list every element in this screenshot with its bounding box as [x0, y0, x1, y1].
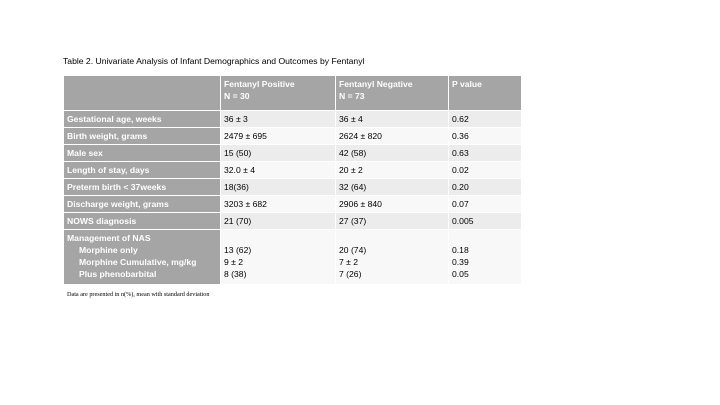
cell-p-value: 0.36 — [449, 128, 522, 145]
cell-negative: 2624 ± 820 — [336, 128, 449, 145]
table-row-group-nas — [64, 230, 522, 285]
table-header-row — [64, 76, 522, 111]
group-label-cell — [64, 230, 221, 285]
group-spacer — [452, 232, 521, 244]
cell-p-value: 0.63 — [449, 145, 522, 162]
header-fentanyl-positive-title: Fentanyl Positive — [224, 79, 295, 89]
group-negative-cell — [336, 230, 449, 285]
cell-negative: 42 (58) — [336, 145, 449, 162]
cell-p-value: 0.07 — [449, 196, 522, 213]
table-row — [64, 179, 522, 196]
cell-p-value: 0.20 — [449, 179, 522, 196]
table-caption: Table 2. Univariate Analysis of Infant Demographics and Outcomes by Fentanyl — [63, 56, 365, 66]
group-p-value-cell — [449, 230, 522, 285]
cell-negative: 2906 ± 840 — [336, 196, 449, 213]
cell-p-value: 0.05 — [452, 269, 469, 279]
group-title: Management of NAS — [67, 233, 151, 243]
group-item-label: Plus phenobarbital — [79, 269, 157, 279]
header-fentanyl-positive-n: N = 30 — [224, 91, 250, 101]
header-fentanyl-negative-n: N = 73 — [339, 91, 365, 101]
header-fentanyl-positive — [221, 76, 336, 111]
cell-p-value: 0.39 — [452, 257, 469, 267]
header-fentanyl-negative-title: Fentanyl Negative — [339, 79, 413, 89]
group-item-label: Morphine only — [79, 245, 138, 255]
cell-positive: 15 (50) — [221, 145, 336, 162]
cell-negative: 36 ± 4 — [336, 111, 449, 128]
cell-positive: 3203 ± 682 — [221, 196, 336, 213]
group-positive-cell — [221, 230, 336, 285]
group-spacer — [224, 232, 335, 244]
header-fentanyl-negative — [336, 76, 449, 111]
table-row — [64, 128, 522, 145]
header-corner-cell — [64, 76, 221, 111]
row-label: Preterm birth < 37weeks — [64, 179, 221, 196]
cell-positive: 13 (62) — [224, 245, 252, 255]
cell-negative: 7 ± 2 — [339, 257, 359, 267]
cell-negative: 32 (64) — [336, 179, 449, 196]
results-table — [63, 75, 522, 285]
row-label: Discharge weight, grams — [64, 196, 221, 213]
table-row — [64, 213, 522, 230]
cell-negative: 7 (26) — [339, 269, 362, 279]
row-label: Gestational age, weeks — [64, 111, 221, 128]
row-label: NOWS diagnosis — [64, 213, 221, 230]
row-label: Male sex — [64, 145, 221, 162]
cell-negative: 20 ± 2 — [336, 162, 449, 179]
cell-positive: 18(36) — [221, 179, 336, 196]
cell-p-value: 0.005 — [449, 213, 522, 230]
row-label: Birth weight, grams — [64, 128, 221, 145]
cell-negative: 20 (74) — [339, 245, 367, 255]
table-row — [64, 196, 522, 213]
table-row — [64, 111, 522, 128]
row-label: Length of stay, days — [64, 162, 221, 179]
cell-positive: 2479 ± 695 — [221, 128, 336, 145]
group-item-label: Morphine Cumulative, mg/kg — [79, 257, 197, 267]
cell-positive: 21 (70) — [221, 213, 336, 230]
cell-negative: 27 (37) — [336, 213, 449, 230]
cell-p-value: 0.02 — [449, 162, 522, 179]
cell-positive: 32.0 ± 4 — [221, 162, 336, 179]
cell-positive: 36 ± 3 — [221, 111, 336, 128]
table-footnote: Data are presented in n(%), mean with standard deviation — [67, 291, 210, 298]
cell-p-value: 0.62 — [449, 111, 522, 128]
cell-positive: 9 ± 2 — [224, 257, 244, 267]
table-row — [64, 145, 522, 162]
cell-positive: 8 (38) — [224, 269, 247, 279]
group-spacer — [339, 232, 448, 244]
table-row — [64, 162, 522, 179]
header-p-value: P value — [449, 76, 522, 111]
cell-p-value: 0.18 — [452, 245, 469, 255]
